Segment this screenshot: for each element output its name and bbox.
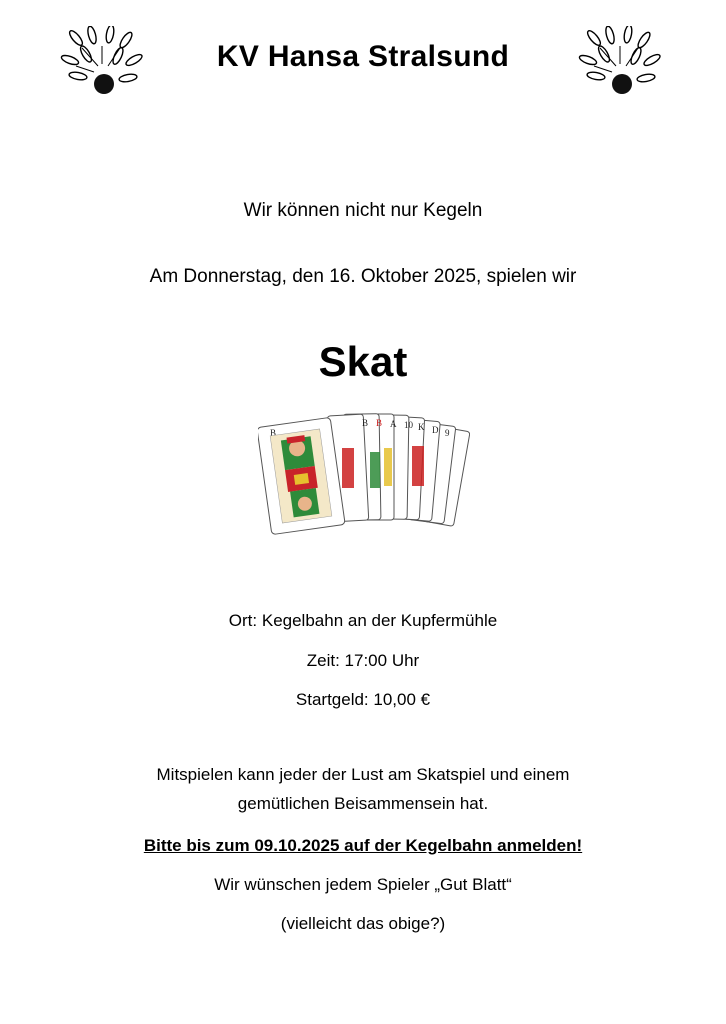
location-text: Ort: Kegelbahn an der Kupfermühle	[228, 611, 498, 630]
time-text: Zeit: 17:00 Uhr	[306, 651, 420, 670]
svg-text:10: 10	[404, 420, 413, 430]
svg-text:9: 9	[445, 428, 450, 438]
svg-text:D: D	[432, 425, 439, 435]
svg-text:B: B	[376, 418, 383, 428]
svg-text:B: B	[362, 418, 369, 428]
fee-text: Startgeld: 10,00 €	[295, 690, 431, 709]
bowling-strike-icon	[576, 26, 668, 98]
page-title: KV Hansa Stralsund	[216, 40, 510, 73]
wish-line: Wir wünschen jedem Spieler „Gut Blatt“	[214, 875, 512, 894]
info-line: gemütlichen Beisammensein hat.	[237, 794, 489, 813]
svg-text:K: K	[418, 422, 425, 432]
svg-text:B: B	[270, 428, 277, 438]
info-line: Mitspielen kann jeder der Lust am Skatspiel und einem	[156, 765, 570, 784]
intro-line: Wir können nicht nur Kegeln	[243, 200, 483, 221]
date-line: Am Donnerstag, den 16. Oktober 2025, spielen wir	[149, 266, 577, 287]
playing-cards-fan-icon	[258, 408, 470, 538]
game-title: Skat	[318, 338, 408, 385]
closing-line: (vielleicht das obige?)	[280, 914, 446, 933]
registration-notice: Bitte bis zum 09.10.2025 auf der Kegelbahn anmelden!	[143, 836, 583, 855]
svg-text:A: A	[390, 419, 397, 429]
